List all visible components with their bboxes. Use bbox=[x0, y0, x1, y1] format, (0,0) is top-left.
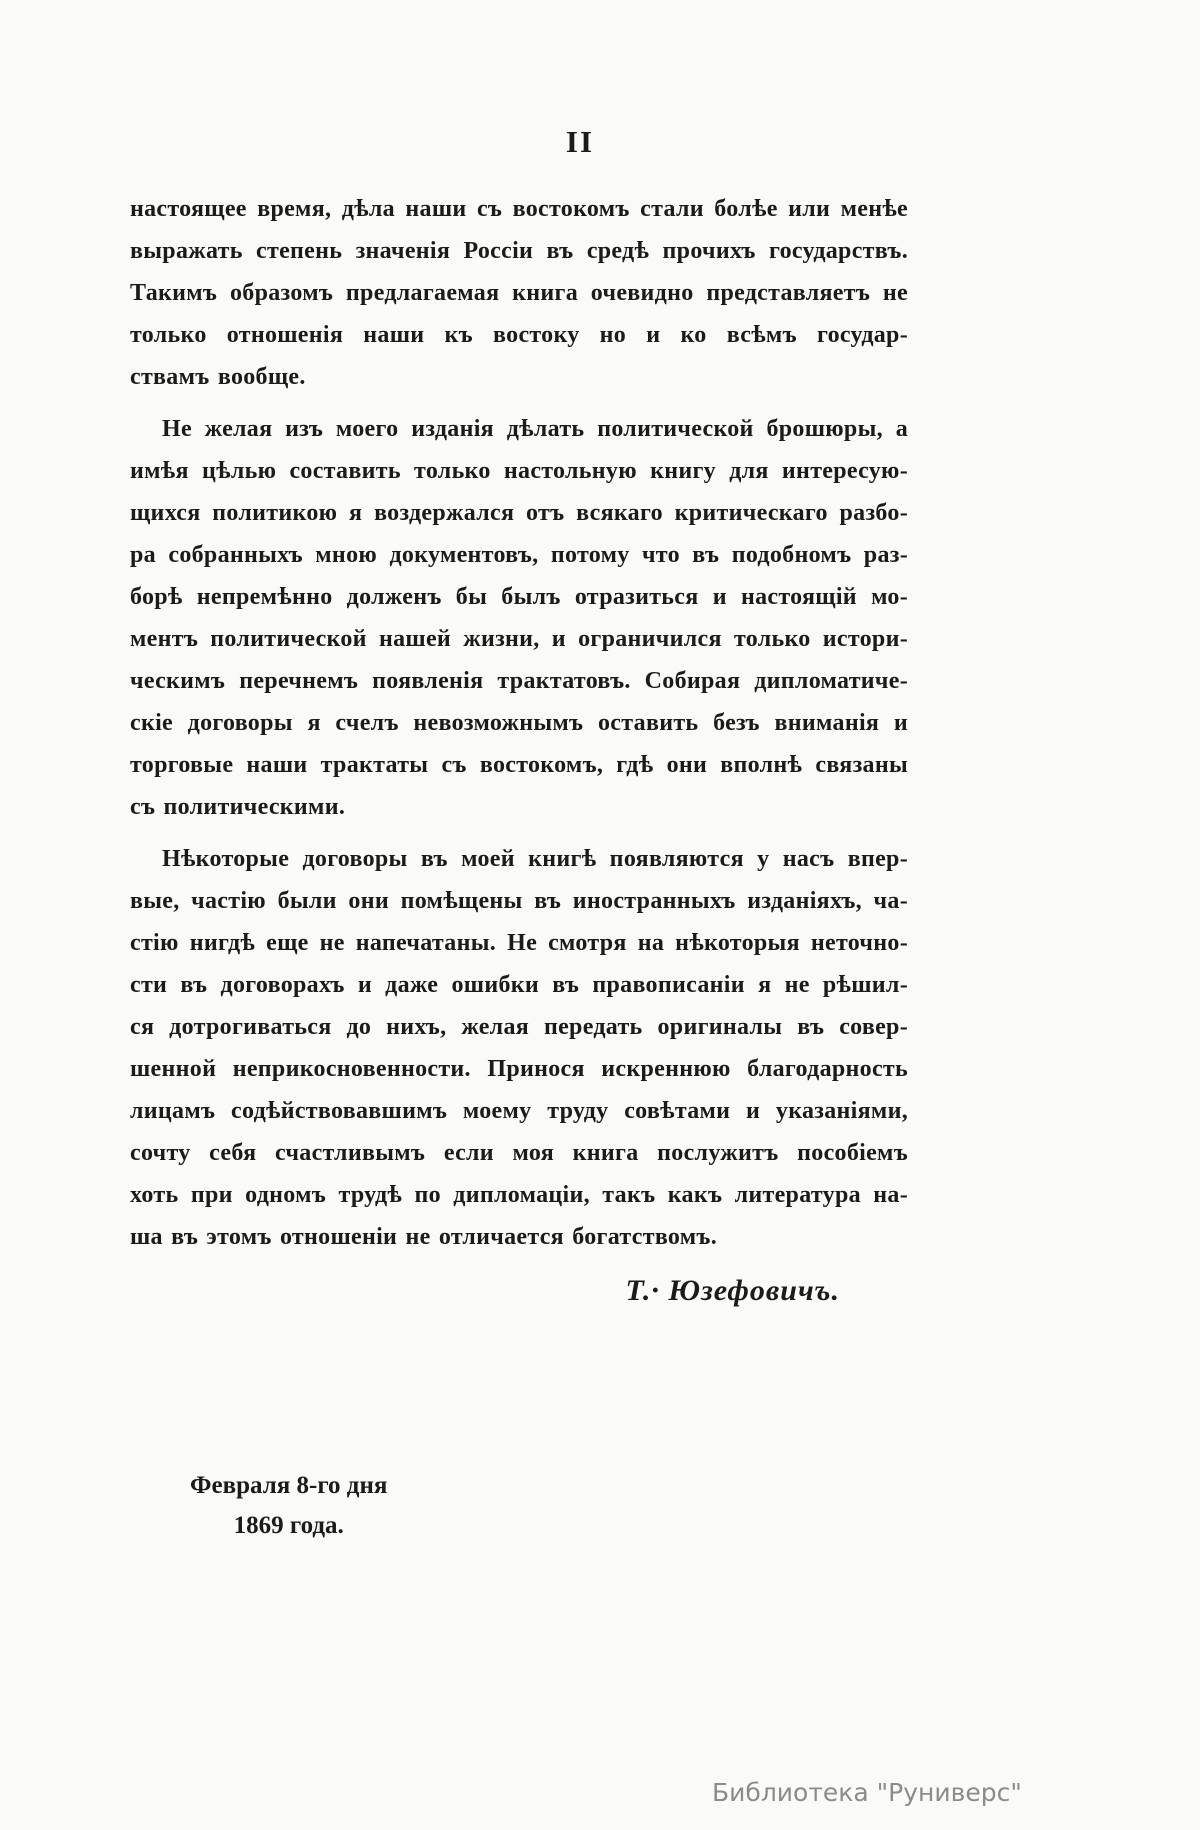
text-line: стію нигдѣ еще не напечатаны. Не смотря на нѣкоторыя неточно- bbox=[130, 930, 908, 956]
text-line: имѣя цѣлью составить только настольную книгу для интересую- bbox=[130, 458, 908, 484]
page-number: II bbox=[565, 124, 595, 159]
text-line: шенной неприкосновенности. Принося искреннюю благодарность bbox=[130, 1056, 908, 1082]
date-line-1: Февраля 8-го дня bbox=[190, 1472, 388, 1499]
text-line: ческимъ перечнемъ появленія трактатовъ. Собирая дипломатиче- bbox=[130, 668, 908, 694]
text-line: лицамъ содѣйствовавшимъ моему труду совѣтами и указаніями, bbox=[130, 1098, 908, 1124]
text-line: только отношенія наши къ востоку но и ко всѣмъ государ- bbox=[130, 322, 908, 348]
text-line: ра собранныхъ мною документовъ, потому что въ подобномъ раз- bbox=[130, 542, 908, 568]
text-line: ствамъ вообще. bbox=[130, 364, 306, 390]
text-line: Не желая изъ моего изданія дѣлать политической брошюры, а bbox=[162, 416, 908, 442]
text-line: Нѣкоторые договоры въ моей книгѣ появляются у насъ впер- bbox=[162, 846, 908, 872]
text-line: ментъ политической нашей жизни, и ограничился только истори- bbox=[130, 626, 908, 652]
text-line: скіе договоры я счелъ невозможнымъ оставить безъ вниманія и bbox=[130, 710, 908, 736]
date-line-2: 1869 года. bbox=[233, 1512, 344, 1539]
text-line: борѣ непремѣнно долженъ бы былъ отразиться и настоящій мо- bbox=[130, 584, 908, 610]
paragraph bbox=[130, 408, 908, 828]
text-line: хоть при одномъ трудѣ по дипломаціи, такъ какъ литература на- bbox=[130, 1182, 908, 1208]
library-watermark: Библиотека "Руниверс" bbox=[712, 1778, 1022, 1807]
text-line: настоящее время, дѣла наши съ востокомъ стали болѣе или менѣе bbox=[130, 196, 908, 222]
text-line: выражать степень значенія Россіи въ средѣ прочихъ государствъ. bbox=[130, 238, 908, 264]
text-line: ся дотрогиваться до нихъ, желая передать оригиналы въ совер- bbox=[130, 1014, 908, 1040]
text-line: съ политическими. bbox=[130, 794, 346, 820]
text-line: щихся политикою я воздержался отъ всякаго критическаго разбо- bbox=[130, 500, 908, 526]
text-line: Такимъ образомъ предлагаемая книга очевидно представляетъ не bbox=[130, 280, 908, 306]
page-text-block bbox=[130, 188, 908, 1546]
text-line: сти въ договорахъ и даже ошибки въ правописаніи я не рѣшил- bbox=[130, 972, 908, 998]
text-line: вые, частію были они помѣщены въ иностранныхъ изданіяхъ, ча- bbox=[130, 888, 908, 914]
date-block bbox=[190, 1466, 387, 1546]
paragraph bbox=[130, 188, 908, 398]
text-line: ша въ этомъ отношеніи не отличается богатствомъ. bbox=[130, 1224, 718, 1250]
text-line: сочту себя счастливымъ если моя книга послужитъ пособіемъ bbox=[130, 1140, 908, 1166]
paragraph bbox=[130, 838, 908, 1258]
text-line: торговые наши трактаты съ востокомъ, гдѣ они вполнѣ связаны bbox=[130, 752, 908, 778]
author-signature: Т.· Юзефовичъ. bbox=[625, 1274, 840, 1307]
